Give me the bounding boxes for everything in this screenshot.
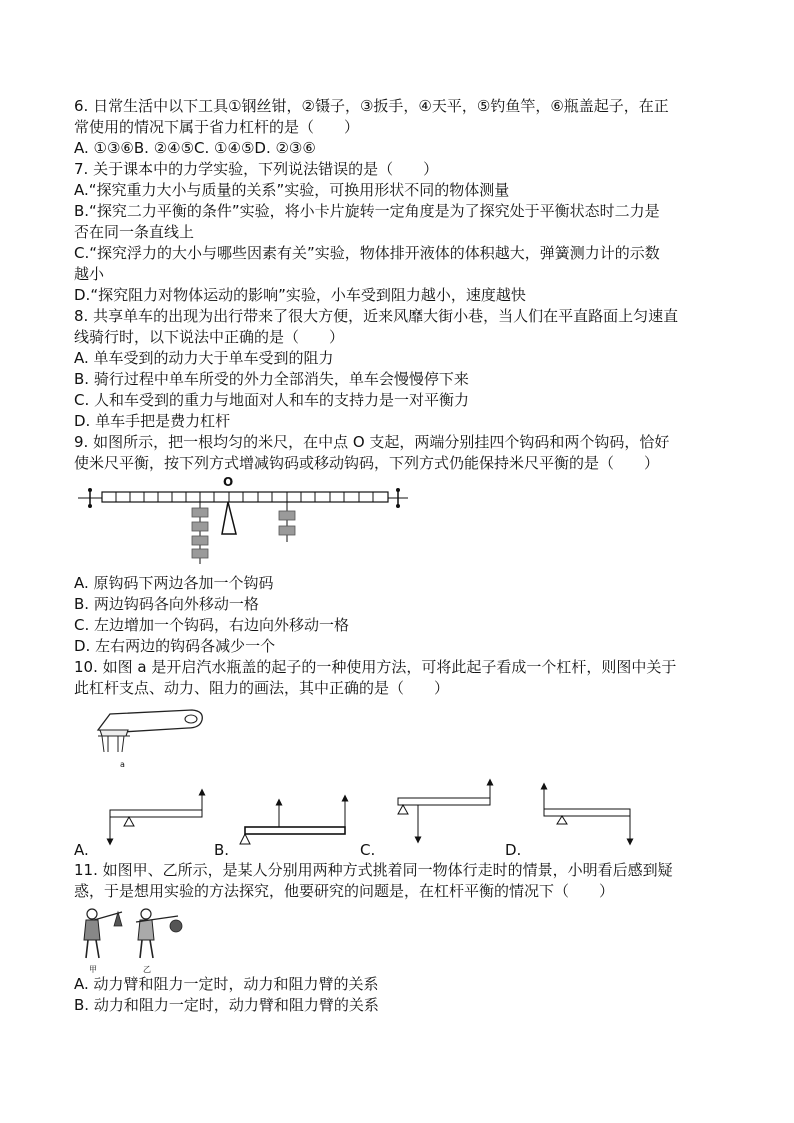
q10-stem-line2: 此杠杆支点、动力、阻力的画法，其中正确的是（ ） — [74, 679, 450, 697]
q11-stem-line1: 11. 如图甲、乙所示，是某人分别用两种方式挑着同一物体行走时的情景，小明看后感到疑 — [74, 861, 673, 879]
q11-stem-line2: 惑，于是想用实验的方法探究，他要研究的问题是，在杠杆平衡的情况下（ ） — [74, 882, 615, 900]
q10-stem-line1: 10. 如图 a 是开启汽水瓶盖的起子的一种使用方法，可将此起子看成一个杠杆，则图中关于 — [74, 658, 677, 676]
q9-option-c: C. 左边增加一个钩码，右边向外移动一格 — [74, 616, 350, 634]
q6-stem-line1: 6. 日常生活中以下工具①钢丝钳，②镊子，③扳手，④天平，⑤钓鱼竿，⑥瓶盖起子，在正 — [74, 97, 669, 115]
q8-option-d: D. 单车手把是费力杠杆 — [74, 412, 231, 430]
q9-option-b: B. 两边钩码各向外移动一格 — [74, 595, 259, 613]
q7-stem: 7. 关于课本中的力学实验，下列说法错误的是（ ） — [74, 160, 439, 178]
pivot-label-o: O — [223, 475, 234, 489]
q8-stem-line2: 线骑行时，以下说法中正确的是（ ） — [74, 328, 345, 346]
meter-stick-figure — [78, 476, 412, 568]
q8-option-a: A. 单车受到的动力大于单车受到的阻力 — [74, 349, 334, 367]
q8-stem-line1: 8. 共享单车的出现为出行带来了很大方便，近来风靡大街小巷，当人们在平直路面上匀速直 — [74, 307, 679, 325]
lever-option-d-label: D. — [505, 841, 522, 859]
q11-option-a: A. 动力臂和阻力一定时，动力和阻力臂的关系 — [74, 975, 379, 993]
q11-option-b: B. 动力和阻力一定时，动力臂和阻力臂的关系 — [74, 996, 379, 1014]
q7-option-c-line2: 越小 — [74, 265, 105, 283]
q7-option-a: A.“探究重力大小与质量的关系”实验，可换用形状不同的物体测量 — [74, 181, 510, 199]
lever-option-a-label: A. — [74, 841, 89, 859]
lever-option-c-label: C. — [360, 841, 376, 859]
q6-options: A. ①③⑥B. ②④⑤C. ①④⑤D. ②③⑥ — [74, 139, 316, 157]
q8-option-b: B. 骑行过程中单车所受的外力全部消失，单车会慢慢停下来 — [74, 370, 469, 388]
q7-option-c-line1: C.“探究浮力的大小与哪些因素有关”实验，物体排开液体的体积越大，弹簧测力计的示数 — [74, 244, 660, 262]
carrying-figure — [76, 904, 186, 974]
bottle-opener-drawing — [92, 706, 206, 758]
figure-jia-label: 甲 — [89, 965, 97, 974]
meter-stick-diagram — [78, 476, 412, 568]
q9-option-d: D. 左右两边的钩码各减少一个 — [74, 637, 276, 655]
two-people-carrying-drawing — [76, 904, 186, 964]
q9-option-a: A. 原钩码下两边各加一个钩码 — [74, 574, 274, 592]
figure-a-caption: a — [120, 760, 125, 769]
q7-option-d: D.“探究阻力对物体运动的影响”实验，小车受到阻力越小，速度越快 — [74, 286, 526, 304]
bottle-opener-figure — [92, 706, 206, 770]
lever-options-figure — [74, 772, 652, 859]
q9-stem-line2: 使米尺平衡，按下列方式增减钩码或移动钩码，下列方式仍能保持米尺平衡的是（ ） — [74, 454, 660, 472]
lever-option-b-label: B. — [214, 841, 230, 859]
q7-option-b-line2: 否在同一条直线上 — [74, 223, 195, 241]
figure-yi-label: 乙 — [143, 965, 151, 974]
q9-stem-line1: 9. 如图所示，把一根均匀的米尺，在中点 O 支起，两端分别挂四个钩码和两个钩码，恰好 — [74, 433, 670, 451]
q6-stem-line2: 常使用的情况下属于省力杠杆的是（ ） — [74, 118, 360, 136]
q8-option-c: C. 人和车受到的重力与地面对人和车的支持力是一对平衡力 — [74, 391, 470, 409]
q7-option-b-line1: B.“探究二力平衡的条件”实验，将小卡片旋转一定角度是为了探究处于平衡状态时二力是 — [74, 202, 660, 220]
